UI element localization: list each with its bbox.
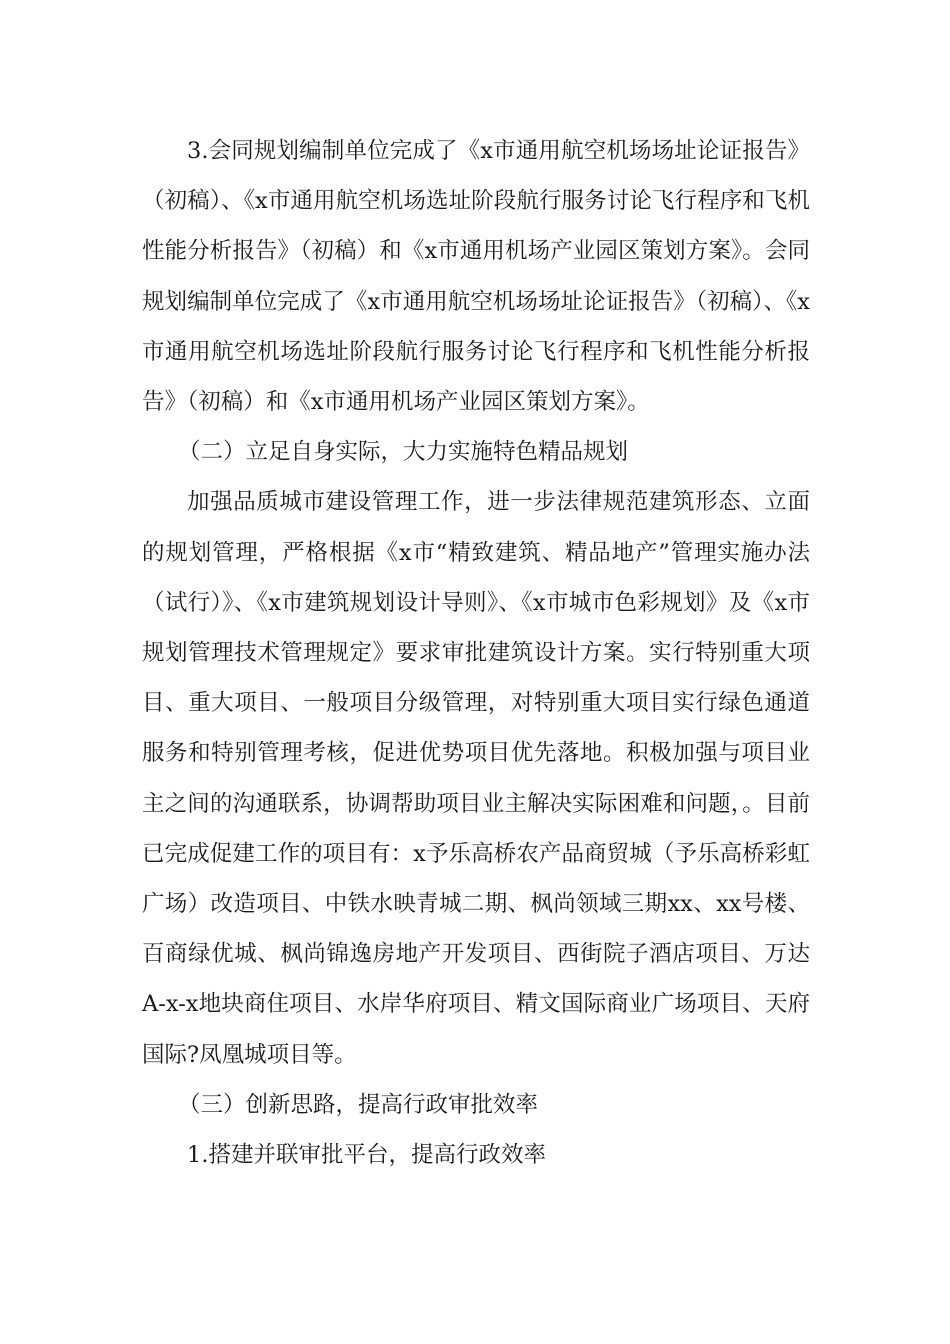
- subsection-heading-1: 1.搭建并联审批平台，提高行政效率: [187, 1142, 546, 1169]
- section-heading-2: （二）立足自身实际，大力实施特色精品规划: [178, 439, 629, 466]
- paragraph-quality-city: 加强品质城市建设管理工作，进一步法律规范建筑形态、立面的规划管理，严格根据《x市“精致建筑、精品地产”管理实施办法（试行）》、《x市建筑规划设计导则》、《x市城市色彩规划》及《x市规划管理技术管理规定》要求审批建筑设计方案。实行特别重大项目、重大项目、一般项目分级管理，对特别重大项目实行绿色通道服务和特别管理考核，促进优势项目优先落地。积极加强与项目业主之间的沟通联系，协调帮助项目业主解决实际困难和问题，。目前已完成促建工作的项目有：x予乐高桥农产品商贸城（予乐高桥彩虹广场）改造项目、中铁水映青城二期、枫尚领域三期xx、xx号楼、百商绿优城、枫尚锦逸房地产开发项目、西街院子酒店项目、万达A-x-x地块商住项目、水岸华府项目、精文国际商业广场项目、天府国际?凤凰城项目等。: [142, 489, 810, 1068]
- section-heading-3: （三）创新思路，提高行政审批效率: [178, 1091, 539, 1118]
- document-body: [142, 126, 810, 1180]
- paragraph-planning-reports: 3.会同规划编制单位完成了《x市通用航空机场场址论证报告》（初稿）、《x市通用航空机场选址阶段航行服务讨论飞行程序和飞机性能分析报告》（初稿）和《x市通用机场产业园区策划方案》。会同规划编制单位完成了《x市通用航空机场场址论证报告》（初稿）、《x市通用航空机场选址阶段航行服务讨论飞行程序和飞机性能分析报告》（初稿）和《x市通用机场产业园区策划方案》。: [142, 138, 810, 416]
